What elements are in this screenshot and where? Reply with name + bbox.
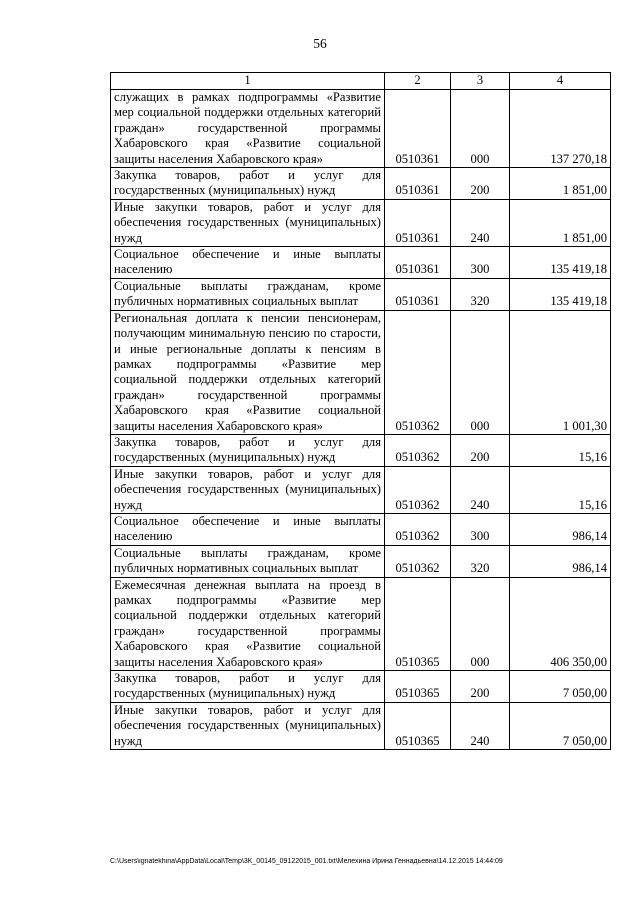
row-amount: 15,16: [510, 466, 611, 513]
footer-file-path: C:\Users\ignatekhina\AppData\Local\Temp\3K_00145_09122015_001.txt\Мелехина Ирина Геннадьевна\14.12.2015 14:44:09: [110, 858, 503, 865]
row-type: 320: [451, 545, 510, 577]
table-row: [111, 310, 611, 434]
row-name: Закупка товаров, работ и услуг для государственных (муниципальных) нужд: [111, 168, 385, 200]
row-name: Социальные выплаты гражданам, кроме публичных нормативных социальных выплат: [111, 545, 385, 577]
row-amount: 137 270,18: [510, 90, 611, 168]
row-name: Региональная доплата к пенсии пенсионерам, получающим минимальную пенсию по старости, и иные региональные доплаты к пенсиям в рамках подпрограммы «Развитие мер социальной поддержки отдельных категорий граждан» государственной программы Хабаровского края «Развитие социальной защиты населения Хабаровского края»: [111, 310, 385, 434]
row-code: 0510362: [385, 545, 451, 577]
row-type: 300: [451, 247, 510, 279]
row-code: 0510362: [385, 310, 451, 434]
row-type: 240: [451, 199, 510, 246]
table-row: [111, 702, 611, 749]
row-code: 0510361: [385, 199, 451, 246]
row-amount: 986,14: [510, 513, 611, 545]
row-type: 240: [451, 702, 510, 749]
row-name: Социальное обеспечение и иные выплаты населению: [111, 513, 385, 545]
row-amount: 7 050,00: [510, 702, 611, 749]
column-header-type: 3: [451, 73, 510, 90]
row-amount: 135 419,18: [510, 278, 611, 310]
budget-table: [110, 72, 611, 750]
row-name: Социальное обеспечение и иные выплаты населению: [111, 247, 385, 279]
row-type: 000: [451, 577, 510, 670]
row-type: 200: [451, 671, 510, 703]
row-type: 000: [451, 310, 510, 434]
row-type: 240: [451, 466, 510, 513]
row-code: 0510365: [385, 671, 451, 703]
row-code: 0510361: [385, 278, 451, 310]
row-amount: 1 851,00: [510, 168, 611, 200]
row-name: Закупка товаров, работ и услуг для государственных (муниципальных) нужд: [111, 434, 385, 466]
row-name: Закупка товаров, работ и услуг для государственных (муниципальных) нужд: [111, 671, 385, 703]
row-type: 200: [451, 168, 510, 200]
table-row: [111, 434, 611, 466]
row-type: 300: [451, 513, 510, 545]
row-code: 0510362: [385, 466, 451, 513]
row-amount: 135 419,18: [510, 247, 611, 279]
row-type: 200: [451, 434, 510, 466]
row-code: 0510362: [385, 513, 451, 545]
table-row: [111, 466, 611, 513]
table-row: [111, 199, 611, 246]
row-amount: 406 350,00: [510, 577, 611, 670]
column-header-name: 1: [111, 73, 385, 90]
row-type: 320: [451, 278, 510, 310]
table-row: [111, 545, 611, 577]
row-name: служащих в рамках подпрограммы «Развитие мер социальной поддержки отдельных категорий граждан» государственной программы Хабаровского края «Развитие социальной защиты населения Хабаровского края»: [111, 90, 385, 168]
table-row: [111, 671, 611, 703]
row-amount: 986,14: [510, 545, 611, 577]
row-type: 000: [451, 90, 510, 168]
row-name: Иные закупки товаров, работ и услуг для обеспечения государственных (муниципальных) нужд: [111, 199, 385, 246]
table-header-row: [111, 73, 611, 90]
row-name: Ежемесячная денежная выплата на проезд в рамках подпрограммы «Развитие мер социальной поддержки отдельных категорий граждан» государственной программы Хабаровского края «Развитие социальной защиты населения Хабаровского края»: [111, 577, 385, 670]
table-row: [111, 577, 611, 670]
row-amount: 15,16: [510, 434, 611, 466]
page-number: 56: [313, 36, 327, 51]
row-name: Иные закупки товаров, работ и услуг для обеспечения государственных (муниципальных) нужд: [111, 466, 385, 513]
row-code: 0510361: [385, 90, 451, 168]
row-code: 0510365: [385, 577, 451, 670]
row-name: Иные закупки товаров, работ и услуг для обеспечения государственных (муниципальных) нужд: [111, 702, 385, 749]
table-row: [111, 513, 611, 545]
row-code: 0510361: [385, 168, 451, 200]
table-row: [111, 278, 611, 310]
row-amount: 7 050,00: [510, 671, 611, 703]
row-name: Социальные выплаты гражданам, кроме публичных нормативных социальных выплат: [111, 278, 385, 310]
table-row: [111, 168, 611, 200]
table-row: [111, 247, 611, 279]
row-code: 0510361: [385, 247, 451, 279]
row-code: 0510362: [385, 434, 451, 466]
table-row: [111, 90, 611, 168]
row-amount: 1 001,30: [510, 310, 611, 434]
row-code: 0510365: [385, 702, 451, 749]
row-amount: 1 851,00: [510, 199, 611, 246]
column-header-amount: 4: [510, 73, 611, 90]
column-header-code: 2: [385, 73, 451, 90]
